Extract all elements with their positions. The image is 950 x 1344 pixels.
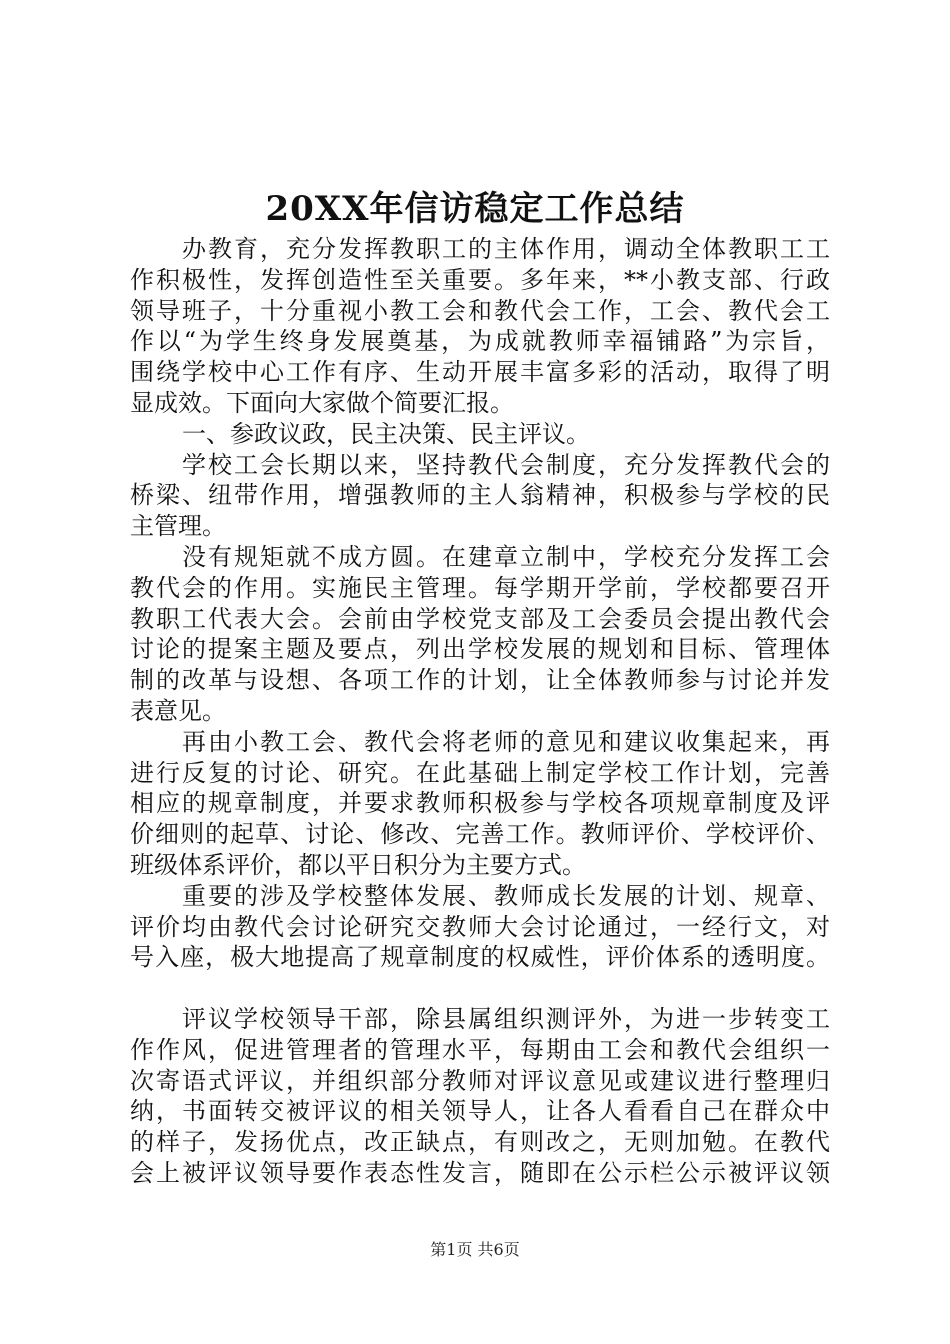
text-line: 没有规矩就不成方圆。在建章立制中，学校充分发挥工会 bbox=[182, 542, 830, 571]
text-line: 教职工代表大会。会前由学校党支部及工会委员会提出教代会 bbox=[130, 604, 830, 633]
text-line: 制的改革与设想、各项工作的计划，让全体教师参与讨论并发 bbox=[130, 666, 830, 695]
text-line: 围绕学校中心工作有序、生动开展丰富多彩的活动，取得了明 bbox=[130, 358, 830, 387]
document-body bbox=[130, 234, 830, 1189]
text-line: 价细则的起草、讨论、修改、完善工作。教师评价、学校评价、 bbox=[130, 820, 830, 849]
text-line: 一、参政议政，民主决策、民主评议。 bbox=[182, 419, 590, 448]
text-line: 再由小教工会、教代会将老师的意见和建议收集起来，再 bbox=[182, 727, 830, 756]
text-line: 次寄语式评议，并组织部分教师对评议意见或建议进行整理归 bbox=[130, 1066, 830, 1095]
text-line: 表意见。 bbox=[130, 696, 226, 725]
text-line: 桥梁、纽带作用，增强教师的主人翁精神，积极参与学校的民 bbox=[130, 481, 830, 510]
text-line: 相应的规章制度，并要求教师积极参与学校各项规章制度及评 bbox=[130, 789, 830, 818]
document-title: 20XX年信访稳定工作总结 bbox=[265, 189, 685, 229]
text-line: 的样子，发扬优点，改正缺点，有则改之，无则加勉。在教代 bbox=[130, 1128, 830, 1157]
text-line: 讨论的提案主题及要点，列出学校发展的规划和目标、管理体 bbox=[130, 635, 830, 664]
text-line: 评价均由教代会讨论研究交教师大会讨论通过，一经行文，对 bbox=[130, 912, 830, 941]
text-line: 进行反复的讨论、研究。在此基础上制定学校工作计划，完善 bbox=[130, 758, 830, 787]
text-line: 教代会的作用。实施民主管理。每学期开学前，学校都要召开 bbox=[130, 573, 830, 602]
text-line: 作作风，促进管理者的管理水平，每期由工会和教代会组织一 bbox=[130, 1035, 830, 1064]
text-line: 纳，书面转交被评议的相关领导人，让各人看看自己在群众中 bbox=[130, 1097, 830, 1126]
text-line: 班级体系评价，都以平日积分为主要方式。 bbox=[130, 850, 586, 879]
text-line: 号入座，极大地提高了规章制度的权威性，评价体系的透明度。 bbox=[130, 943, 830, 972]
text-line: 作积极性，发挥创造性至关重要。多年来，**小教支部、行政 bbox=[130, 265, 830, 294]
text-line: 领导班子，十分重视小教工会和教代会工作，工会、教代会工 bbox=[130, 296, 830, 325]
text-line: 主管理。 bbox=[130, 512, 226, 541]
text-line: 学校工会长期以来，坚持教代会制度，充分发挥教代会的 bbox=[182, 450, 830, 479]
text-line: 办教育，充分发挥教职工的主体作用，调动全体教职工工 bbox=[182, 235, 830, 263]
paragraph-gap bbox=[130, 973, 830, 1004]
text-line: 重要的涉及学校整体发展、教师成长发展的计划、规章、 bbox=[182, 881, 830, 910]
page-footer: 第1页 共6页 bbox=[430, 1240, 520, 1259]
text-line: 显成效。下面向大家做个简要汇报。 bbox=[130, 388, 514, 417]
text-line: 作以“为学生终身发展奠基，为成就教师幸福铺路”为宗旨， bbox=[130, 327, 830, 356]
text-line: 会上被评议领导要作表态性发言，随即在公示栏公示被评议领 bbox=[130, 1158, 830, 1187]
text-line: 评议学校领导干部，除县属组织测评外，为进一步转变工 bbox=[182, 1004, 830, 1033]
